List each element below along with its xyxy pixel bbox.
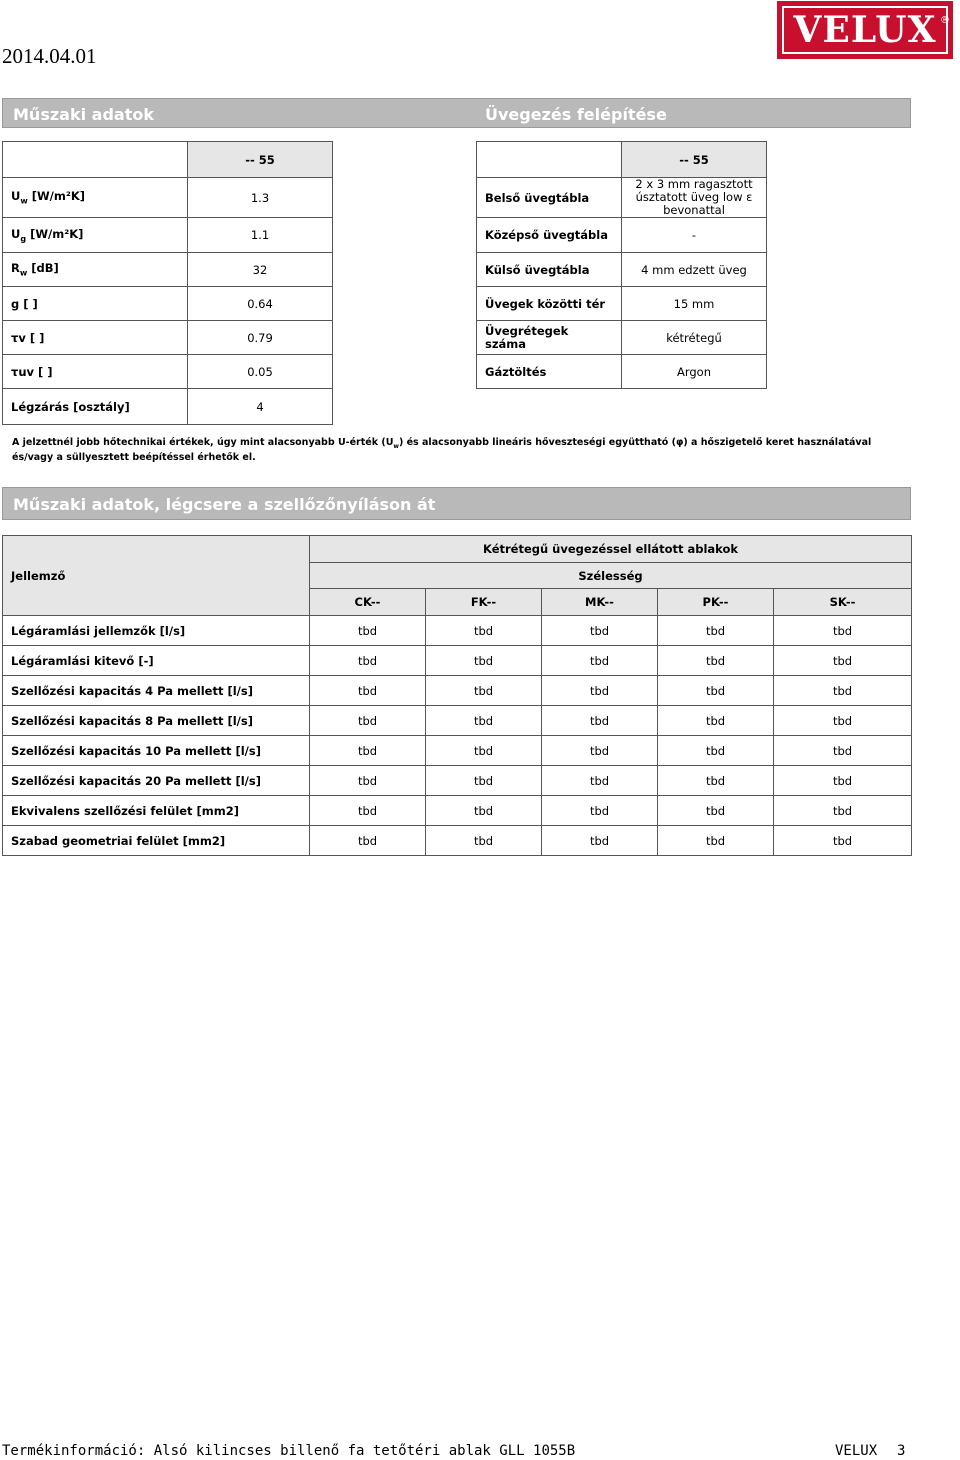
- row-value: tbd: [310, 706, 426, 736]
- tech-row-value: 4: [188, 389, 333, 425]
- tech-row-label: $U_g$ [W/m²K]: [3, 218, 188, 253]
- row-value: tbd: [426, 616, 542, 646]
- tech-row-value: 0.64: [188, 287, 333, 321]
- row-label: Szellőzési kapacitás 4 Pa mellett [l/s]: [3, 676, 310, 706]
- tech-row-label: $R_w$ [dB]: [3, 253, 188, 287]
- table-row: [3, 676, 912, 706]
- row-value: tbd: [658, 766, 774, 796]
- glazing-row-label: Belső üvegtábla: [477, 178, 622, 218]
- ventilation-rows: [3, 616, 912, 856]
- row-value: tbd: [658, 616, 774, 646]
- tech-row-value: 1.1: [188, 218, 333, 253]
- row-value: tbd: [658, 826, 774, 856]
- tech-row-label: τv [ ]: [3, 321, 188, 355]
- section-title-tech: Műszaki adatok: [13, 105, 154, 124]
- table-row: [3, 796, 912, 826]
- tech-row-value: 0.79: [188, 321, 333, 355]
- glazing-row-value: Argon: [622, 355, 767, 389]
- row-value: tbd: [658, 736, 774, 766]
- row-value: tbd: [542, 706, 658, 736]
- tech-row-value: 0.05: [188, 355, 333, 389]
- size-header: SK--: [774, 589, 912, 616]
- tech-row-label: g [ ]: [3, 287, 188, 321]
- table-row: [3, 646, 912, 676]
- row-label: Szellőzési kapacitás 8 Pa mellett [l/s]: [3, 706, 310, 736]
- row-value: tbd: [774, 796, 912, 826]
- glazing-row-value: 15 mm: [622, 287, 767, 321]
- row-value: tbd: [542, 736, 658, 766]
- footer-brand: VELUX: [835, 1443, 878, 1459]
- glazing-row-label: Gáztöltés: [477, 355, 622, 389]
- row-value: tbd: [426, 766, 542, 796]
- size-header: CK--: [310, 589, 426, 616]
- table-row: [3, 736, 912, 766]
- row-value: tbd: [658, 796, 774, 826]
- group-header: Kétrétegű üvegezéssel ellátott ablakok: [310, 536, 912, 563]
- glazing-row-label: Középső üvegtábla: [477, 218, 622, 253]
- row-value: tbd: [542, 796, 658, 826]
- document-date: 2014.04.01: [2, 44, 97, 68]
- size-header: MK--: [542, 589, 658, 616]
- row-value: tbd: [542, 766, 658, 796]
- row-label: Szabad geometriai felület [mm2]: [3, 826, 310, 856]
- glazing-row-label: Üvegek közötti tér: [477, 287, 622, 321]
- row-value: tbd: [310, 736, 426, 766]
- glazing-table: [476, 141, 767, 389]
- row-value: tbd: [426, 676, 542, 706]
- table-row: [3, 826, 912, 856]
- row-value: tbd: [542, 616, 658, 646]
- glazing-row-label: Külső üvegtábla: [477, 253, 622, 287]
- row-label: Ekvivalens szellőzési felület [mm2]: [3, 796, 310, 826]
- tech-row-label: Légzárás [osztály]: [3, 389, 188, 425]
- row-value: tbd: [774, 616, 912, 646]
- row-value: tbd: [774, 766, 912, 796]
- ventilation-table: [2, 535, 912, 856]
- tech-row-label: τuv [ ]: [3, 355, 188, 389]
- table-row: [3, 616, 912, 646]
- ventilation-title-bar: [2, 487, 911, 520]
- tech-table-empty-header: [3, 142, 188, 178]
- row-label: Légáramlási jellemzők [l/s]: [3, 616, 310, 646]
- logo-text: VELUX: [793, 9, 937, 51]
- row-value: tbd: [658, 646, 774, 676]
- row-value: tbd: [774, 706, 912, 736]
- row-value: tbd: [310, 766, 426, 796]
- tech-row-label: $U_w$ [W/m²K]: [3, 178, 188, 218]
- row-value: tbd: [774, 676, 912, 706]
- size-header: FK--: [426, 589, 542, 616]
- section-title-bar: [2, 98, 911, 128]
- section-title-glazing: Üvegezés felépítése: [485, 105, 667, 124]
- glazing-row-value: 2 x 3 mm ragasztott úsztatott üveg low ε bevonattal: [622, 178, 767, 218]
- tech-row-value: 1.3: [188, 178, 333, 218]
- glazing-row-value: 4 mm edzett üveg: [622, 253, 767, 287]
- row-value: tbd: [310, 646, 426, 676]
- footer-product: Termékinformáció: Alsó kilincses billenő fa tetőtéri ablak GLL 1055B: [2, 1443, 576, 1459]
- row-value: tbd: [426, 736, 542, 766]
- row-value: tbd: [426, 706, 542, 736]
- row-value: tbd: [310, 796, 426, 826]
- registered-mark: ®: [940, 15, 950, 26]
- row-label: Légáramlási kitevő [-]: [3, 646, 310, 676]
- row-value: tbd: [658, 676, 774, 706]
- row-value: tbd: [774, 736, 912, 766]
- tech-data-table: [2, 141, 333, 425]
- thermal-note: A jelzettnél jobb hőtechnikai értékek, úgy mint alacsonyabb U-érték $(U_w)$ és alacsonyabb lineáris hőveszteségi együttható (φ) a hőszigetelő keret használatával és/vagy a süllyesztett beépítéssel érhetők el.: [12, 437, 872, 463]
- glazing-row-value: kétrétegű: [622, 321, 767, 355]
- row-value: tbd: [774, 826, 912, 856]
- width-header: Szélesség: [310, 563, 912, 589]
- glazing-row-value: -: [622, 218, 767, 253]
- row-value: tbd: [774, 646, 912, 676]
- row-value: tbd: [426, 646, 542, 676]
- table-row: [3, 766, 912, 796]
- param-header: Jellemző: [3, 536, 310, 616]
- row-value: tbd: [310, 826, 426, 856]
- table-row: [3, 706, 912, 736]
- row-value: tbd: [542, 646, 658, 676]
- row-value: tbd: [658, 706, 774, 736]
- glazing-column-header: -- 55: [622, 142, 767, 178]
- row-value: tbd: [542, 826, 658, 856]
- row-value: tbd: [310, 676, 426, 706]
- tech-row-value: 32: [188, 253, 333, 287]
- velux-logo: [777, 1, 953, 59]
- row-label: Szellőzési kapacitás 10 Pa mellett [l/s]: [3, 736, 310, 766]
- tech-column-header: -- 55: [188, 142, 333, 178]
- glazing-row-label: Üvegrétegek száma: [477, 321, 622, 355]
- row-value: tbd: [542, 676, 658, 706]
- ventilation-section-title: Műszaki adatok, légcsere a szellőzőnyíláson át: [13, 495, 436, 514]
- row-value: tbd: [310, 616, 426, 646]
- glazing-table-empty-header: [477, 142, 622, 178]
- row-label: Szellőzési kapacitás 20 Pa mellett [l/s]: [3, 766, 310, 796]
- page-number: 3: [897, 1443, 906, 1459]
- size-header: PK--: [658, 589, 774, 616]
- row-value: tbd: [426, 826, 542, 856]
- row-value: tbd: [426, 796, 542, 826]
